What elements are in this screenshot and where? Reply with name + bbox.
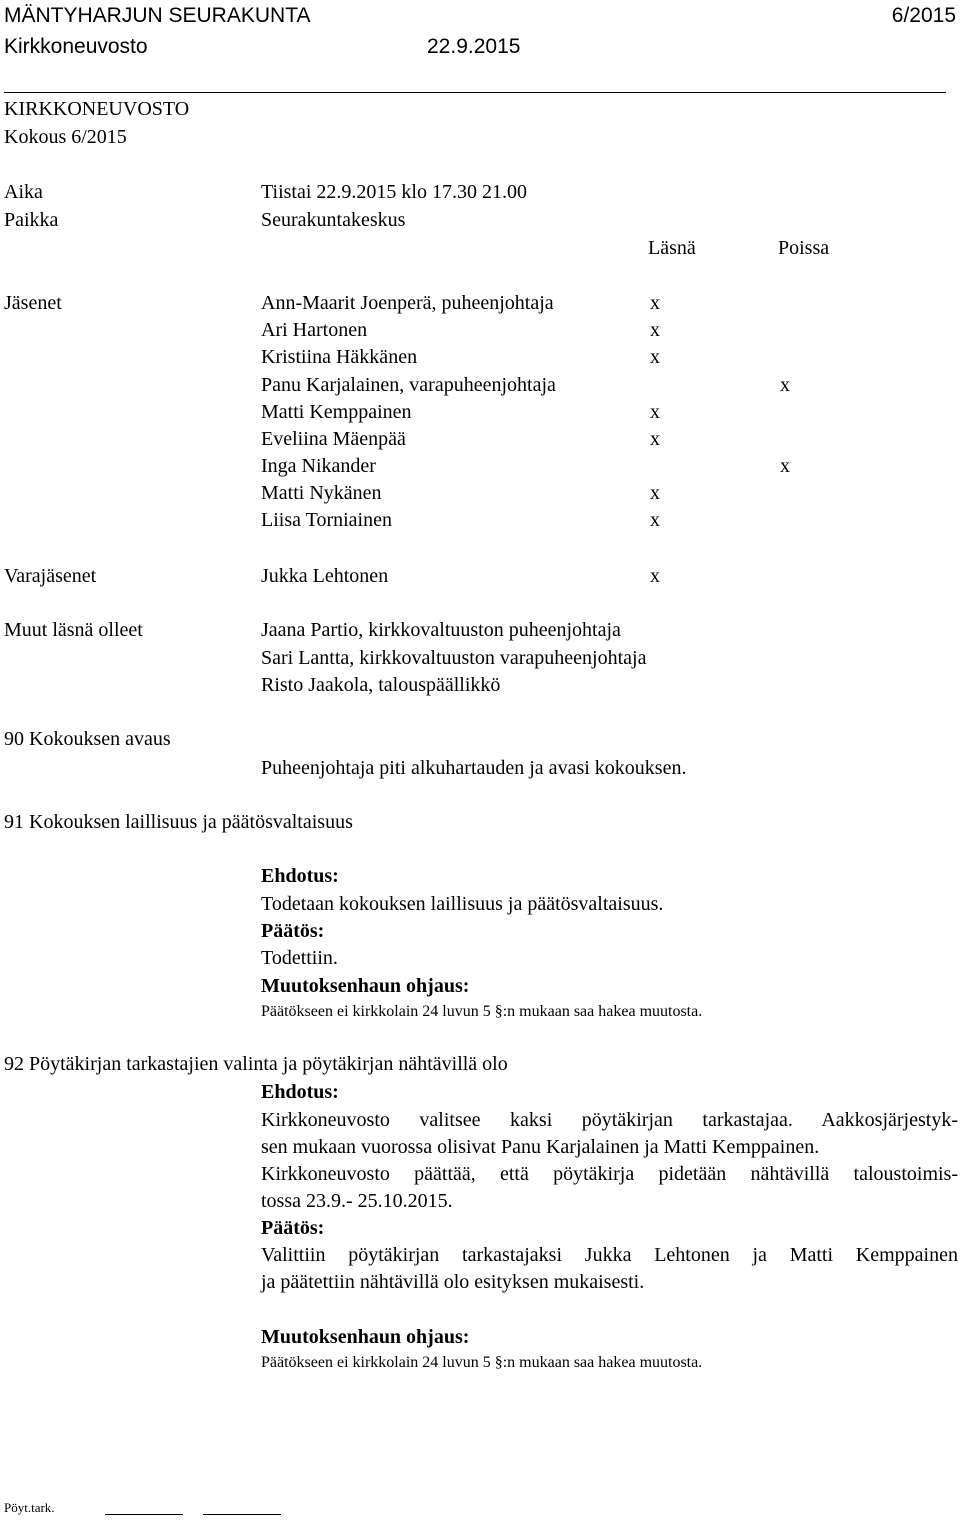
item-92-heading: 92 Pöytäkirjan tarkastajien valinta ja pöytäkirjan nähtävillä olo (4, 1053, 508, 1075)
member-name: Matti Kemppainen (261, 401, 412, 423)
item-92-decision (261, 1242, 958, 1296)
item-92-decision-line: Valittiin pöytäkirjan tarkastajaksi Jukka Lehtonen ja Matti Kemppainen (261, 1244, 958, 1266)
item-92-appeal: Päätökseen ei kirkkolain 24 luvun 5 §:n mukaan saa hakea muutosta. (261, 1354, 703, 1371)
members-label: Jäsenet (4, 292, 62, 314)
member-name: Matti Nykänen (261, 482, 382, 504)
place-label: Paikka (4, 209, 59, 231)
signature-line-1 (105, 1514, 183, 1515)
present-mark: x (650, 482, 660, 504)
item-91-proposal-label: Ehdotus: (261, 865, 339, 887)
item-92-proposal-line: tossa 23.9.- 25.10.2015. (261, 1190, 453, 1212)
member-name: Inga Nikander (261, 455, 376, 477)
present-header: Läsnä (648, 237, 696, 259)
meeting-subtitle: Kokous 6/2015 (4, 126, 127, 148)
member-name: Kristiina Häkkänen (261, 346, 418, 368)
header-rule (4, 92, 946, 93)
absent-mark: x (780, 455, 790, 477)
absent-header: Poissa (778, 237, 830, 259)
member-name: Ari Hartonen (261, 319, 368, 341)
other-attendee: Risto Jaakola, talouspäällikkö (261, 674, 501, 696)
other-attendee: Sari Lantta, kirkkovaltuuston varapuheenjohtaja (261, 647, 647, 669)
item-92-proposal-label: Ehdotus: (261, 1081, 339, 1103)
footer-checkers-label: Pöyt.tark. (4, 1500, 55, 1515)
item-90-heading: 90 Kokouksen avaus (4, 728, 171, 750)
present-mark: x (650, 346, 660, 368)
meeting-title: KIRKKONEUVOSTO (4, 98, 190, 120)
item-91-appeal: Päätökseen ei kirkkolain 24 luvun 5 §:n mukaan saa hakea muutosta. (261, 1003, 703, 1020)
present-mark: x (650, 428, 660, 450)
absent-mark: x (780, 374, 790, 396)
header-org: MÄNTYHARJUN SEURAKUNTA (4, 4, 311, 27)
item-92-appeal-label: Muutoksenhaun ohjaus: (261, 1326, 470, 1348)
time-value: Tiistai 22.9.2015 klo 17.30 21.00 (261, 181, 527, 203)
deputy-name: Jukka Lehtonen (261, 565, 389, 587)
header-body-name: Kirkkoneuvosto (4, 35, 148, 58)
present-mark: x (650, 292, 660, 314)
item-91-decision-label: Päätös: (261, 920, 325, 942)
present-mark: x (650, 319, 660, 341)
member-name: Liisa Torniainen (261, 509, 392, 531)
item-92-proposal-line: Kirkkoneuvosto päättää, että pöytäkirja pidetään nähtävillä taloustoimis- (261, 1163, 958, 1185)
member-name: Panu Karjalainen, varapuheenjohtaja (261, 374, 556, 396)
item-92-decision-label: Päätös: (261, 1217, 325, 1239)
member-name: Ann-Maarit Joenperä, puheenjohtaja (261, 292, 554, 314)
signature-line-2 (203, 1514, 281, 1515)
item-92-proposal (261, 1107, 958, 1215)
item-91-proposal: Todetaan kokouksen laillisuus ja päätösvaltaisuus. (261, 893, 664, 915)
place-value: Seurakuntakeskus (261, 209, 406, 231)
item-91-heading: 91 Kokouksen laillisuus ja päätösvaltaisuus (4, 811, 353, 833)
item-90-text: Puheenjohtaja piti alkuhartauden ja avasi kokouksen. (261, 757, 687, 779)
present-mark: x (650, 401, 660, 423)
time-label: Aika (4, 181, 43, 203)
item-91-decision: Todettiin. (261, 947, 338, 969)
deputies-label: Varajäsenet (4, 565, 97, 587)
others-label: Muut läsnä olleet (4, 619, 143, 641)
header-doc-number: 6/2015 (891, 4, 956, 27)
other-attendee: Jaana Partio, kirkkovaltuuston puheenjohtaja (261, 619, 621, 641)
item-92-decision-line: ja päätettiin nähtävillä olo esityksen mukaisesti. (261, 1271, 645, 1293)
item-91-appeal-label: Muutoksenhaun ohjaus: (261, 975, 470, 997)
item-92-proposal-line: sen mukaan vuorossa olisivat Panu Karjalainen ja Matti Kemppainen. (261, 1136, 820, 1158)
item-92-proposal-line: Kirkkoneuvosto valitsee kaksi pöytäkirjan tarkastajaa. Aakkosjärjestyk- (261, 1109, 958, 1131)
header-date: 22.9.2015 (427, 35, 521, 58)
member-name: Eveliina Mäenpää (261, 428, 406, 450)
deputy-present-mark: x (650, 565, 660, 587)
present-mark: x (650, 509, 660, 531)
